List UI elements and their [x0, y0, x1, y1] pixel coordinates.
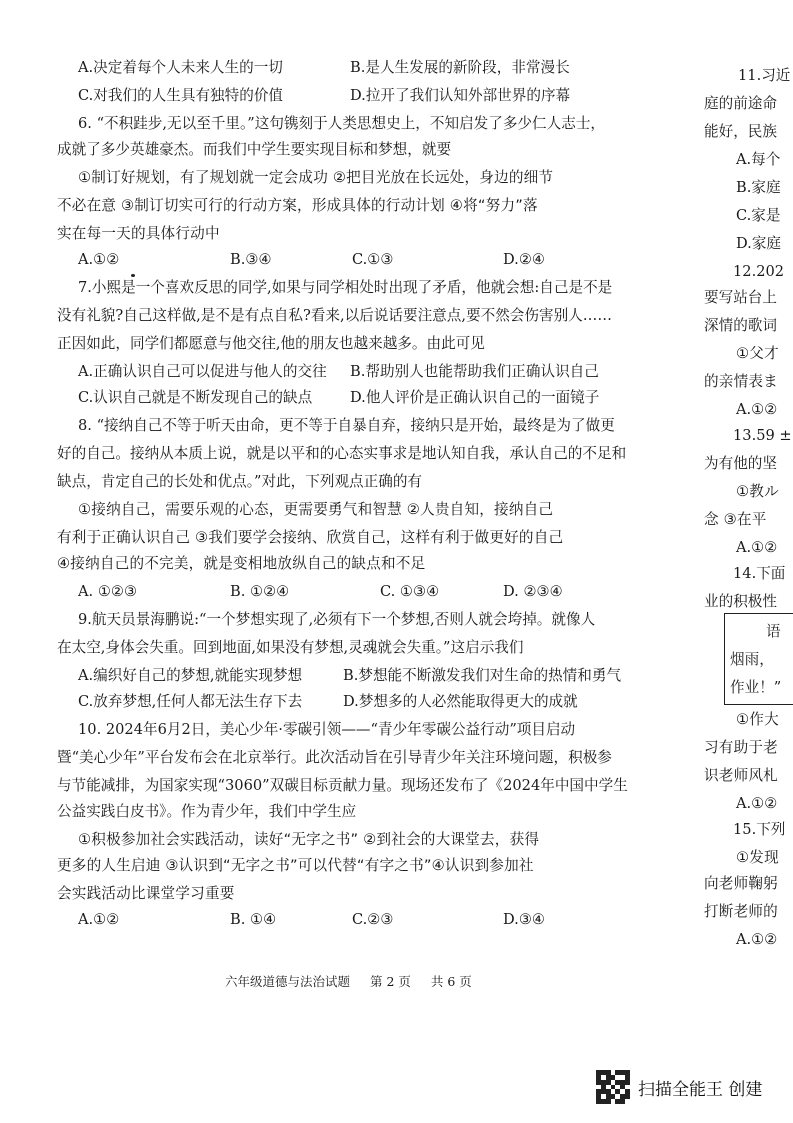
- clipped-text-line: 念 ③在平: [704, 511, 767, 528]
- text-line: 在太空,身体会失重。回到地面,如果没有梦想,灵魂就会失重。”这启示我们: [57, 639, 524, 656]
- text-line: 好的自己。接纳从本质上说，就是以平和的心态实事求是地认知自我，承认自己的不足和: [57, 445, 627, 462]
- text-line: 不必在意 ③制订切实可行的行动方案，形成具体的行动计划 ④将“努力”落: [57, 197, 538, 214]
- clipped-text-line: 为有他的坚: [704, 455, 777, 472]
- clipped-text-line: A.每个: [736, 151, 781, 168]
- text-line: 7.小熙是一个喜欢反思的同学,如果与同学相处时出现了矛盾，他就会想:自己是不是: [78, 279, 613, 296]
- text-line: C.认识自己就是不断发现自己的缺点: [78, 389, 313, 406]
- text-line: A.①②: [78, 251, 120, 268]
- ink-dot: [131, 274, 135, 277]
- text-line: B.③④: [230, 251, 272, 268]
- text-line: 暨“美心少年”平台发布会在北京举行。此次活动旨在引导青少年关注环境问题，积极参: [57, 749, 612, 766]
- clipped-text-line: A.①②: [736, 401, 778, 418]
- clipped-text-line: 15.下列: [733, 821, 786, 838]
- clipped-text-line: 12.202: [733, 263, 785, 280]
- text-line: 成就了多少英雄豪杰。而我们中学生要实现目标和梦想，就要: [57, 141, 452, 158]
- clipped-text-line: 向老师鞠躬: [704, 875, 778, 892]
- text-line: 会实践活动比课堂学习重要: [57, 885, 235, 902]
- text-line: 6. “不积跬步,无以至千里。”这句镌刻于人类思想史上，不知启发了多少仁人志士，: [78, 115, 606, 132]
- clipped-text-line: B.家庭: [736, 179, 781, 196]
- clipped-text-line: 作业！”: [730, 679, 782, 696]
- text-line: D.②④: [503, 251, 545, 268]
- footer-page: 第 2 页: [370, 974, 411, 989]
- text-line: D. ②③④: [503, 583, 563, 600]
- clipped-text-line: ①教ル: [736, 483, 779, 500]
- text-line: B.是人生发展的新阶段，非常漫长: [350, 59, 570, 76]
- watermark-text: 扫描全能王 创建: [638, 1079, 763, 1100]
- text-line: B. ①④: [230, 911, 277, 928]
- clipped-text-line: 业的积极性: [704, 593, 777, 610]
- clipped-text-line: 庭的前途命: [704, 95, 777, 112]
- text-line: 实在每一天的具体行动中: [57, 225, 220, 242]
- text-line: ①积极参加社会实践活动，读好“无字之书” ②到社会的大课堂去，获得: [78, 831, 540, 848]
- clipped-text-line: 能好，民族: [704, 123, 777, 140]
- clipped-text-line: 语: [766, 623, 781, 640]
- footer-total: 共 6 页: [430, 974, 472, 989]
- text-line: D.③④: [503, 911, 545, 928]
- text-line: ④接纳自己的不完美，就是变相地放纵自己的缺点和不足: [57, 555, 426, 572]
- text-line: 没有礼貌?自己这样做,是不是有点自私?看来,以后说话要注意点,要不然会伤害别人……: [57, 307, 612, 324]
- text-line: 公益实践白皮书》。作为青少年，我们中学生应: [57, 803, 357, 820]
- clipped-text-line: ①发现: [736, 849, 779, 866]
- clipped-text-line: D.家庭: [736, 235, 782, 252]
- footer-subject: 六年级道德与法治试题: [225, 974, 351, 989]
- clipped-text-line: 11.习近: [738, 67, 791, 84]
- clipped-text-line: A.①②: [736, 539, 778, 556]
- text-line: C.①③: [352, 251, 394, 268]
- text-line: C.②③: [352, 911, 394, 928]
- text-line: 缺点，肯定自己的长处和优点。”对此，下列观点正确的有: [57, 473, 423, 490]
- text-line: D.拉开了我们认知外部世界的序幕: [350, 87, 571, 104]
- text-line: D.他人评价是正确认识自己的一面镜子: [350, 389, 600, 406]
- text-line: ①接纳自己，需要乐观的心态，更需要勇气和智慧 ②人贵自知，接纳自己: [78, 501, 554, 518]
- text-line: C.对我们的人生具有独特的价值: [78, 87, 284, 104]
- text-line: 正因如此，同学们都愿意与他交往,他的朋友也越来越多。由此可见: [57, 335, 485, 352]
- text-line: ①制订好规划，有了规划就一定会成功 ②把目光放在长远处，身边的细节: [78, 169, 554, 186]
- clipped-text-line: 的亲情表ま: [704, 373, 778, 390]
- text-line: A.编织好自己的梦想,就能实现梦想: [78, 667, 303, 684]
- text-line: A.决定着每个人未来人生的一切: [78, 59, 283, 76]
- text-line: B.梦想能不断激发我们对生命的热情和勇气: [343, 667, 622, 684]
- clipped-text-line: ①父才: [736, 345, 779, 362]
- text-line: 8. “接纳自己不等于听天由命，更不等于自暴自弃，接纳只是开始，最终是为了做更: [78, 417, 615, 434]
- clipped-text-line: A.①②: [736, 931, 778, 948]
- clipped-text-line: 要写站台上: [704, 289, 777, 306]
- clipped-text-line: 深情的歌词: [704, 317, 777, 334]
- clipped-text-line: 打断老师的: [704, 903, 778, 920]
- text-line: D.梦想多的人必然能取得更大的成就: [343, 693, 578, 710]
- text-line: A.①②: [78, 911, 120, 928]
- text-line: B. ①②④: [230, 583, 290, 600]
- clipped-text-line: 识老师风札: [704, 767, 778, 784]
- text-line: 更多的人生启迪 ③认识到“无字之书”可以代替“有字之书”④认识到参加社: [57, 857, 534, 874]
- quote-box: [724, 613, 793, 705]
- clipped-text-line: A.①②: [736, 795, 778, 812]
- scanner-watermark: [596, 1070, 762, 1104]
- text-line: 有利于正确认识自己 ③我们要学会接纳、欣赏自己，这样有利于做更好的自己: [57, 529, 564, 546]
- text-line: A. ①②③: [78, 583, 138, 600]
- text-line: 9.航天员景海鹏说:“一个梦想实现了,必须有下一个梦想,否则人就会垮掉。就像人: [78, 611, 596, 628]
- text-line: 与节能减排，为国家实现“3060”双碳目标贡献力量。现场还发布了《2024年中国中学生: [57, 777, 628, 794]
- text-line: C. ①③④: [380, 583, 440, 600]
- clipped-text-line: 烟雨，: [730, 651, 774, 668]
- text-line: C.放弃梦想,任何人都无法生存下去: [78, 693, 303, 710]
- clipped-text-line: 14.下面: [733, 565, 786, 582]
- page-footer: [225, 972, 488, 990]
- text-line: A.正确认识自己可以促进与他人的交往: [78, 363, 327, 380]
- clipped-text-line: ①作大: [736, 711, 779, 728]
- qr-code-icon: [596, 1070, 630, 1104]
- text-line: B.帮助别人也能帮助我们正确认识自己: [350, 363, 599, 380]
- clipped-text-line: 习有助于老: [704, 739, 778, 756]
- clipped-text-line: C.家是: [736, 207, 781, 224]
- right-column-cut-off: [700, 0, 793, 960]
- clipped-text-line: 13.59 ±: [733, 427, 792, 444]
- text-line: 10. 2024年6月2日，美心少年·零碳引领——“青少年零碳公益行动”项目启动: [78, 721, 576, 738]
